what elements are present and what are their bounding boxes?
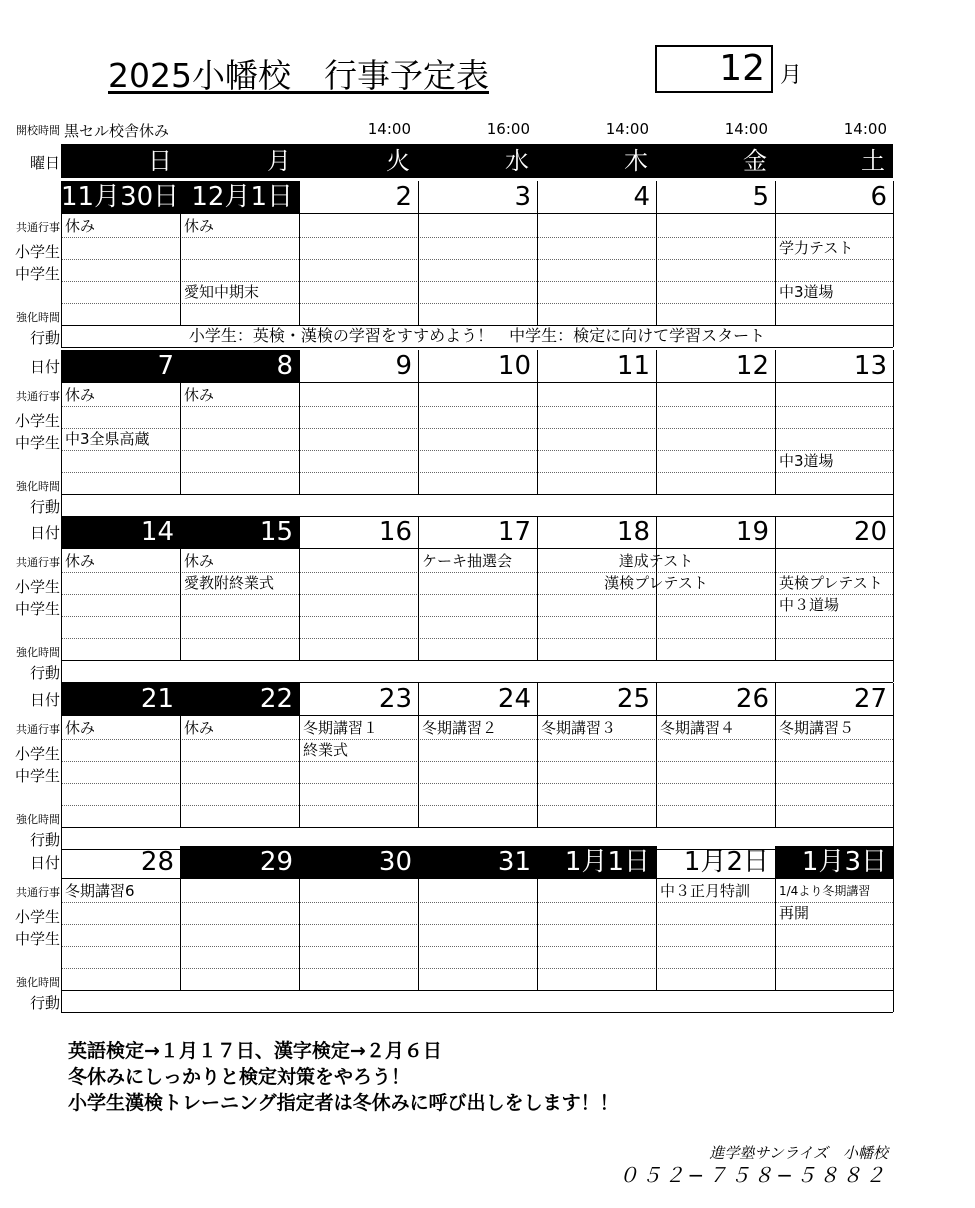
event-entry: 再開 xyxy=(779,904,810,922)
row-divider xyxy=(61,594,893,595)
weekday-header: 木 xyxy=(537,144,656,178)
action-right xyxy=(893,325,894,347)
row-label: 日付 xyxy=(29,691,60,709)
date-cell: 15 xyxy=(180,516,299,548)
row-label: 共通行事 xyxy=(16,390,60,403)
row-label: 中学生 xyxy=(14,930,60,948)
row-label: 行動 xyxy=(29,994,60,1012)
block-bottom xyxy=(61,1012,893,1013)
row-divider xyxy=(61,924,893,925)
row-label: 共通行事 xyxy=(16,221,60,234)
date-cell: 7 xyxy=(61,350,180,382)
row-divider xyxy=(61,303,893,304)
note-line: 英語検定→１月１７日、漢字検定→２月６日 xyxy=(68,1040,442,1062)
row-label: 行動 xyxy=(29,831,60,849)
column-divider xyxy=(537,516,538,660)
event-entry: 休み xyxy=(184,719,215,737)
row-label: 共通行事 xyxy=(16,723,60,736)
column-divider xyxy=(775,181,776,325)
weekday-header: 水 xyxy=(418,144,537,178)
event-entry: 冬期講習6 xyxy=(65,882,135,900)
event-entry: 休み xyxy=(65,552,96,570)
event-entry: ケーキ抽選会 xyxy=(422,552,513,570)
week-divider xyxy=(61,382,893,383)
date-cell: 2 xyxy=(395,182,412,212)
date-cell: 16 xyxy=(378,517,412,547)
row-divider xyxy=(61,902,893,903)
date-cell: 1月3日 xyxy=(775,846,893,878)
event-entry: 冬期講習５ xyxy=(779,719,855,737)
row-label: 日付 xyxy=(29,854,60,872)
action-right xyxy=(893,660,894,682)
column-divider xyxy=(537,181,538,325)
row-label: 小学生 xyxy=(14,412,60,430)
row-label: 共通行事 xyxy=(16,886,60,899)
date-cell: 12月1日 xyxy=(180,181,299,213)
date-cell: 10 xyxy=(497,351,531,381)
column-divider xyxy=(418,181,419,325)
date-cell: 22 xyxy=(180,683,299,715)
event-entry: 漢検プレテスト xyxy=(604,574,708,592)
week-divider xyxy=(61,213,893,214)
row-label: 強化時間 xyxy=(16,976,60,989)
row-label: 行動 xyxy=(29,498,60,516)
row-label: 小学生 xyxy=(14,578,60,596)
column-divider xyxy=(180,350,181,494)
column-divider xyxy=(180,181,181,325)
date-cell: 12 xyxy=(735,351,769,381)
column-divider xyxy=(299,350,300,494)
action-left xyxy=(61,990,62,1012)
column-divider xyxy=(418,846,419,990)
row-label: 小学生 xyxy=(14,745,60,763)
row-label: 中学生 xyxy=(14,434,60,452)
column-divider xyxy=(418,516,419,660)
event-entry: 英検プレテスト xyxy=(779,574,883,592)
note-line: 小学生漢検トレーニング指定者は冬休みに呼び出しをします！！ xyxy=(68,1092,619,1114)
action-banner: 小学生：英検・漢検の学習をすすめよう！ 中学生：検定に向けて学習スタート xyxy=(188,326,766,345)
open-time-note: 黒セル校舎休み xyxy=(64,122,170,140)
month-suffix: 月 xyxy=(780,63,803,88)
event-entry: 中3道場 xyxy=(779,452,834,470)
date-cell: 11 xyxy=(616,351,650,381)
row-divider xyxy=(61,805,893,806)
row-label: 共通行事 xyxy=(16,556,60,569)
row-divider xyxy=(61,406,893,407)
open-time: 14:00 xyxy=(724,120,768,138)
event-entry: 達成テスト xyxy=(618,552,694,570)
row-label: 行動 xyxy=(29,329,60,347)
column-divider xyxy=(180,516,181,660)
event-entry: 冬期講習１ xyxy=(303,719,379,737)
weekday-header: 土 xyxy=(775,144,893,178)
event-entry: 学力テスト xyxy=(779,239,854,257)
event-entry: 休み xyxy=(184,217,215,235)
row-divider xyxy=(61,946,893,947)
column-divider xyxy=(775,350,776,494)
date-cell: 6 xyxy=(870,182,887,212)
date-cell: 5 xyxy=(752,182,769,212)
event-entry: 1/4より冬期講習 xyxy=(779,884,871,898)
column-divider xyxy=(61,846,62,990)
row-divider xyxy=(61,428,893,429)
column-divider xyxy=(418,683,419,827)
event-entry: 中３正月特訓 xyxy=(660,882,751,900)
column-divider xyxy=(537,683,538,827)
column-divider xyxy=(656,846,657,990)
week-divider xyxy=(61,878,893,879)
date-cell: 27 xyxy=(853,684,887,714)
row-divider xyxy=(61,616,893,617)
column-divider xyxy=(775,516,776,660)
row-divider xyxy=(61,638,893,639)
column-divider xyxy=(893,683,894,827)
date-cell: 19 xyxy=(735,517,769,547)
column-divider xyxy=(299,181,300,325)
date-cell: 29 xyxy=(180,846,299,878)
open-time: 14:00 xyxy=(843,120,887,138)
row-label: 小学生 xyxy=(14,908,60,926)
row-label: 小学生 xyxy=(14,243,60,261)
column-divider xyxy=(418,350,419,494)
open-time: 14:00 xyxy=(367,120,411,138)
date-cell: 8 xyxy=(180,350,299,382)
event-entry: 冬期講習２ xyxy=(422,719,498,737)
action-divider xyxy=(61,494,893,495)
row-label: 強化時間 xyxy=(16,311,60,324)
open-time: 16:00 xyxy=(486,120,530,138)
school-name: 進学塾サンライズ 小幡校 xyxy=(709,1144,888,1162)
column-divider xyxy=(656,350,657,494)
row-label: 日付 xyxy=(29,524,60,542)
event-entry: 休み xyxy=(65,386,96,404)
date-cell: 20 xyxy=(853,517,887,547)
column-divider xyxy=(893,516,894,660)
open-time: 14:00 xyxy=(605,120,649,138)
event-entry: 休み xyxy=(65,217,96,235)
column-divider xyxy=(180,683,181,827)
action-divider xyxy=(61,827,893,828)
weekday-header: 金 xyxy=(656,144,775,178)
row-label: 日付 xyxy=(29,358,60,376)
column-divider xyxy=(775,683,776,827)
notes xyxy=(68,1038,619,1116)
action-left xyxy=(61,325,62,347)
column-divider xyxy=(61,350,62,494)
weekday-header: 月 xyxy=(180,144,299,178)
date-cell: 1月2日 xyxy=(683,847,769,877)
event-entry: 休み xyxy=(184,386,215,404)
date-cell: 31 xyxy=(418,846,537,878)
row-label: 強化時間 xyxy=(16,646,60,659)
column-divider xyxy=(299,846,300,990)
date-cell: 18 xyxy=(616,517,650,547)
row-label: 中学生 xyxy=(14,265,60,283)
row-divider xyxy=(61,450,893,451)
column-divider xyxy=(299,516,300,660)
action-right xyxy=(893,990,894,1012)
date-cell: 17 xyxy=(497,517,531,547)
month-box: 12 xyxy=(655,45,773,93)
event-entry: 愛教附終業式 xyxy=(184,574,275,592)
footer xyxy=(600,1142,888,1186)
column-divider xyxy=(61,516,62,660)
column-divider xyxy=(656,683,657,827)
column-divider xyxy=(61,683,62,827)
column-divider xyxy=(61,181,62,325)
action-right xyxy=(893,494,894,516)
row-divider xyxy=(61,968,893,969)
row-divider xyxy=(61,739,893,740)
event-entry: 愛知中期末 xyxy=(184,283,260,301)
row-divider xyxy=(61,761,893,762)
event-entry: 中3全県高蔵 xyxy=(65,430,150,448)
row-divider xyxy=(61,237,893,238)
event-entry: 休み xyxy=(65,719,96,737)
date-cell: 28 xyxy=(140,847,174,877)
week-divider xyxy=(61,715,893,716)
column-divider xyxy=(537,846,538,990)
row-divider xyxy=(61,472,893,473)
event-entry: 中3道場 xyxy=(779,283,834,301)
date-cell: 11月30日 xyxy=(61,182,180,212)
date-cell: 1月1日 xyxy=(537,846,656,878)
event-entry: 冬期講習３ xyxy=(541,719,617,737)
row-label: 強化時間 xyxy=(16,480,60,493)
action-left xyxy=(61,494,62,516)
event-entry: 休み xyxy=(184,552,215,570)
column-divider xyxy=(656,181,657,325)
date-cell: 30 xyxy=(299,846,418,878)
date-cell: 9 xyxy=(395,351,412,381)
column-divider xyxy=(893,846,894,990)
date-cell: 23 xyxy=(378,684,412,714)
date-cell: 24 xyxy=(497,684,531,714)
date-cell: 26 xyxy=(735,684,769,714)
date-cell: 13 xyxy=(853,351,887,381)
event-entry: 終業式 xyxy=(303,741,349,759)
note-line: 冬休みにしっかりと検定対策をやろう！ xyxy=(68,1066,411,1088)
action-divider xyxy=(61,660,893,661)
date-cell: 14 xyxy=(61,516,180,548)
block-bottom xyxy=(61,347,893,348)
date-cell: 21 xyxy=(61,683,180,715)
action-left xyxy=(61,660,62,682)
phone-number: ０５２−７５８−５８８２ xyxy=(618,1163,888,1187)
row-label: 強化時間 xyxy=(16,813,60,826)
week-divider xyxy=(61,548,893,549)
action-divider xyxy=(61,990,893,991)
column-divider xyxy=(893,181,894,325)
row-label: 中学生 xyxy=(14,600,60,618)
page-title: 2025小幡校 行事予定表 xyxy=(108,56,489,95)
column-divider xyxy=(299,683,300,827)
column-divider xyxy=(656,516,657,660)
row-label: 開校時間 xyxy=(16,124,60,137)
event-entry: 中３道場 xyxy=(779,596,840,614)
row-label: 中学生 xyxy=(14,767,60,785)
column-divider xyxy=(893,350,894,494)
event-entry: 冬期講習４ xyxy=(660,719,736,737)
column-divider xyxy=(775,846,776,990)
weekday-header: 火 xyxy=(299,144,418,178)
date-cell: 4 xyxy=(633,182,650,212)
column-divider xyxy=(537,350,538,494)
date-cell: 25 xyxy=(616,684,650,714)
row-divider xyxy=(61,783,893,784)
row-label: 曜日 xyxy=(29,154,60,172)
column-divider xyxy=(180,846,181,990)
row-divider xyxy=(61,259,893,260)
date-cell: 3 xyxy=(514,182,531,212)
row-label: 行動 xyxy=(29,664,60,682)
weekday-header: 日 xyxy=(61,144,180,178)
